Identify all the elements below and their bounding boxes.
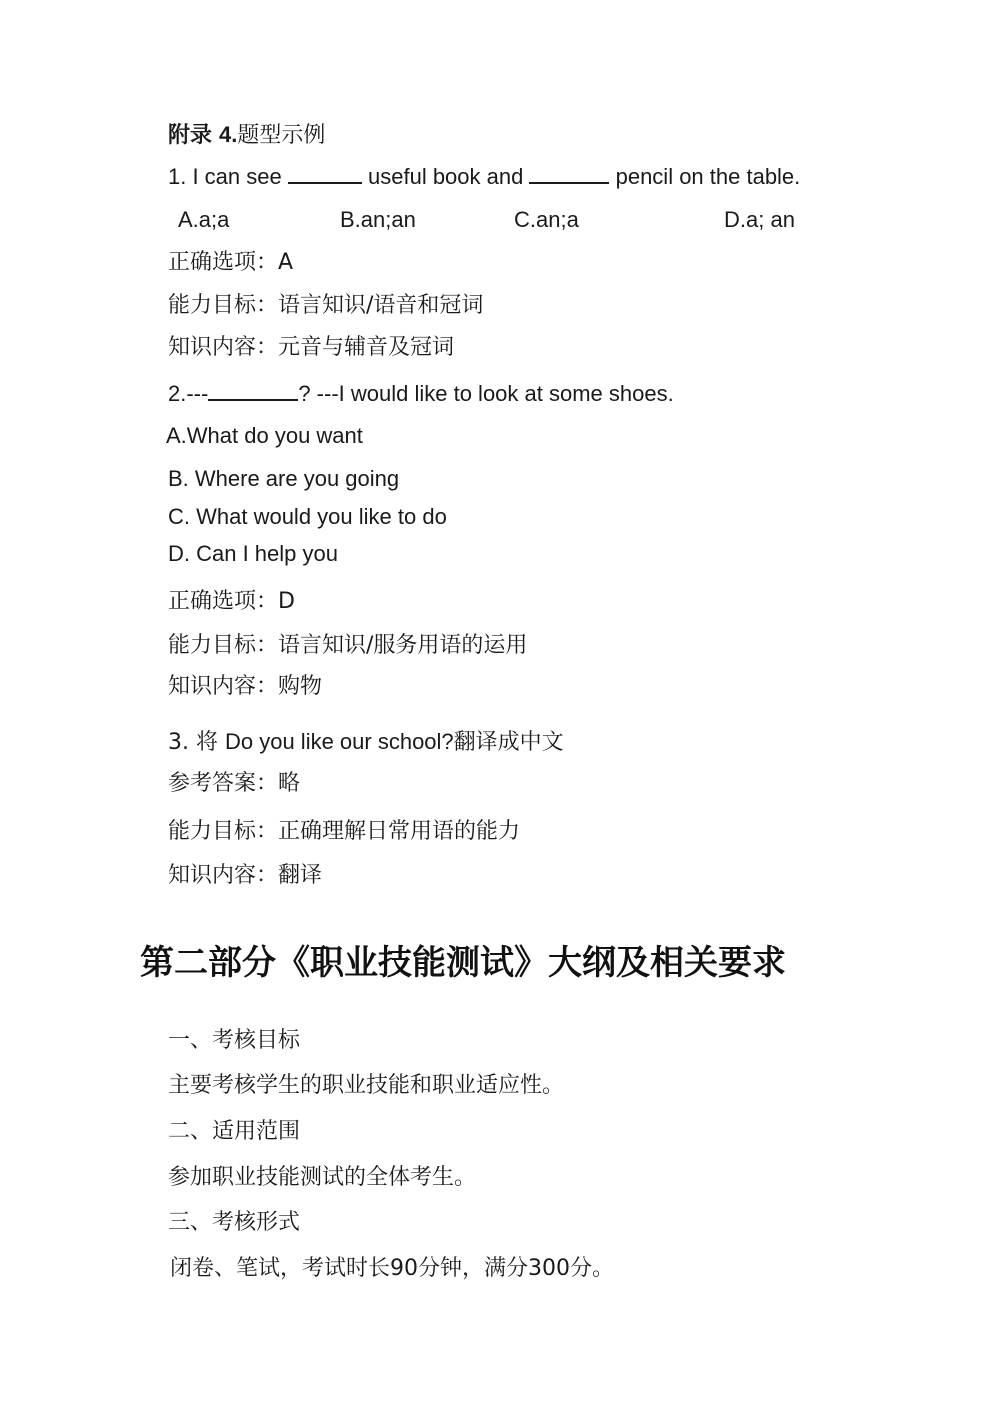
appendix-number: 4. [219,122,238,147]
section-3-text: 闭卷、笔试，考试时长90分钟，满分300分。 [170,1256,614,1281]
q1-middle: useful book and [368,164,524,189]
q1-option-d: D.a; an [724,207,795,232]
q1-ability: 能力目标：语言知识/语音和冠词 [168,293,484,318]
q1-option-a: A.a;a [178,207,230,232]
section-2-text: 参加职业技能测试的全体考生。 [168,1165,477,1190]
q3-suffix: 翻译成中文 [453,730,564,755]
q1-prefix: 1. I can see [168,164,282,189]
q2-option-c: C. What would you like to do [168,504,447,529]
q1-blank-1 [288,164,362,184]
q1-option-b: B.an;an [340,207,416,232]
q2-option-b: B. Where are you going [168,466,400,491]
q2-stem [168,379,674,409]
q1-blank-2 [529,164,609,184]
q3-ability: 能力目标：正确理解日常用语的能力 [168,819,521,844]
section-1-text: 主要考核学生的职业技能和职业适应性。 [168,1073,565,1098]
q3-knowledge: 知识内容：翻译 [168,863,323,888]
appendix-label: 附录 [168,123,213,148]
q2-prefix: 2.--- [168,381,209,406]
q2-option-d: D. Can I help you [168,541,338,566]
q3-answer: 参考答案：略 [168,771,301,796]
section-2-heading: 二、适用范围 [168,1119,301,1144]
q2-knowledge: 知识内容：购物 [168,674,323,699]
q3-english: Do you like our school? [224,729,454,754]
q1-knowledge: 知识内容：元音与辅音及冠词 [168,335,455,360]
q2-ability: 能力目标：语言知识/服务用语的运用 [168,633,528,658]
q2-suffix: ? ---I would like to look at some shoes. [298,381,674,406]
q1-answer: 正确选项：A [168,250,294,275]
q1-suffix: pencil on the table. [615,164,801,189]
q2-option-a: A.What do you want [166,423,363,448]
section-1-heading: 一、考核目标 [168,1028,301,1053]
q3-prefix: 3. 将 [168,730,218,755]
q2-blank [208,381,298,401]
q1-stem [168,162,800,192]
section-3-heading: 三、考核形式 [168,1210,301,1235]
appendix-heading [168,120,325,151]
q2-answer: 正确选项：D [168,589,295,614]
appendix-title: 题型示例 [237,123,326,148]
q3-stem [168,727,564,758]
part2-title: 第二部分《职业技能测试》大纲及相关要求 [140,943,786,983]
q1-option-c: C.an;a [514,207,579,232]
